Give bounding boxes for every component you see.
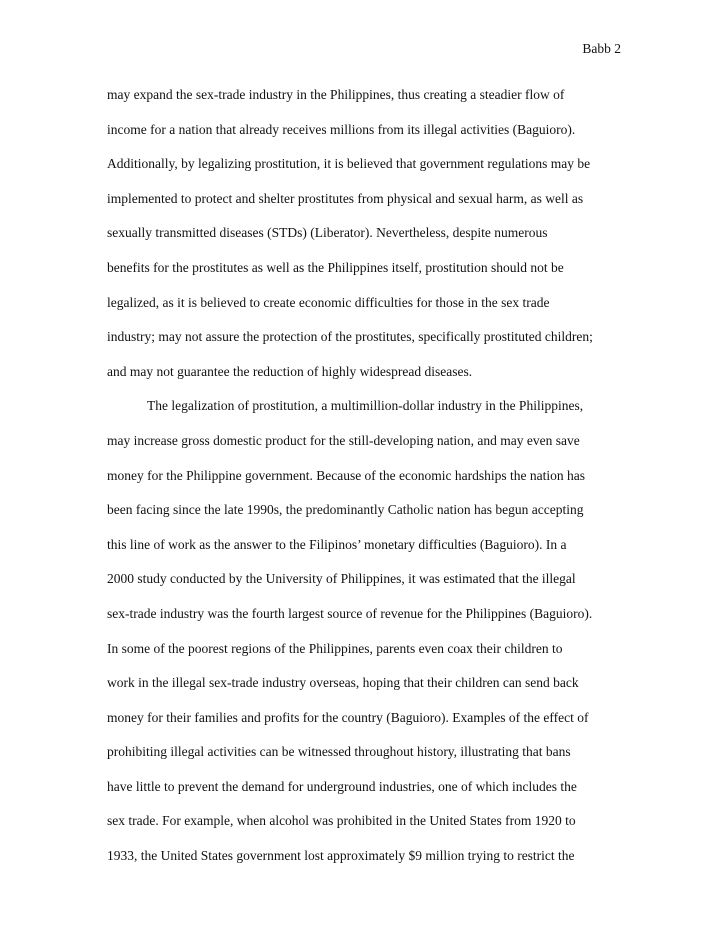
text-line: money for the Philippine government. Because of the economic hardships the nation has: [107, 467, 586, 483]
text-line: In some of the poorest regions of the Philippines, parents even coax their children to: [107, 640, 563, 656]
text-line: benefits for the prostitutes as well as the Philippines itself, prostitution should not be: [107, 259, 564, 275]
text-line-indented: The legalization of prostitution, a multimillion-dollar industry in the Philippines,: [147, 398, 584, 414]
text-line: have little to prevent the demand for underground industries, one of which includes the: [107, 778, 577, 794]
text-line: money for their families and profits for the country (Baguioro). Examples of the effect of: [107, 709, 589, 725]
running-head: Babb 2: [582, 41, 621, 56]
text-line: this line of work as the answer to the Filipinos’ monetary difficulties (Baguioro). In a: [107, 536, 567, 552]
text-line: industry; may not assure the protection of the prostitutes, specifically prostituted children;: [107, 329, 593, 345]
text-line: income for a nation that already receives millions from its illegal activities (Baguioro).: [107, 121, 576, 137]
text-line: sexually transmitted diseases (STDs) (Liberator). Nevertheless, despite numerous: [107, 225, 548, 241]
text-line: sex-trade industry was the fourth largest source of revenue for the Philippines (Baguioro).: [107, 605, 593, 621]
text-line: may expand the sex-trade industry in the Philippines, thus creating a steadier flow of: [107, 87, 565, 102]
paragraph-1: [107, 86, 623, 397]
text-line: prohibiting illegal activities can be witnessed throughout history, illustrating that bans: [107, 744, 571, 760]
text-line: may increase gross domestic product for the still-developing nation, and may even save: [107, 432, 580, 448]
text-line: 1933, the United States government lost approximately $9 million trying to restrict the: [107, 848, 575, 864]
text-line: sex trade. For example, when alcohol was prohibited in the United States from 1920 to: [107, 813, 576, 829]
body-text: [107, 86, 623, 882]
text-line: Additionally, by legalizing prostitution, it is believed that government regulations may be: [107, 156, 591, 172]
text-line: implemented to protect and shelter prostitutes from physical and sexual harm, as well as: [107, 190, 584, 206]
text-line: and may not guarantee the reduction of highly widespread diseases.: [107, 363, 473, 379]
text-line: been facing since the late 1990s, the predominantly Catholic nation has begun accepting: [107, 502, 584, 518]
text-line: legalized, as it is believed to create economic difficulties for those in the sex trade: [107, 294, 550, 310]
text-line: work in the illegal sex-trade industry overseas, hoping that their children can send back: [107, 675, 579, 691]
paragraph-2: [107, 397, 623, 881]
text-line: 2000 study conducted by the University of Philippines, it was estimated that the illegal: [107, 571, 576, 587]
